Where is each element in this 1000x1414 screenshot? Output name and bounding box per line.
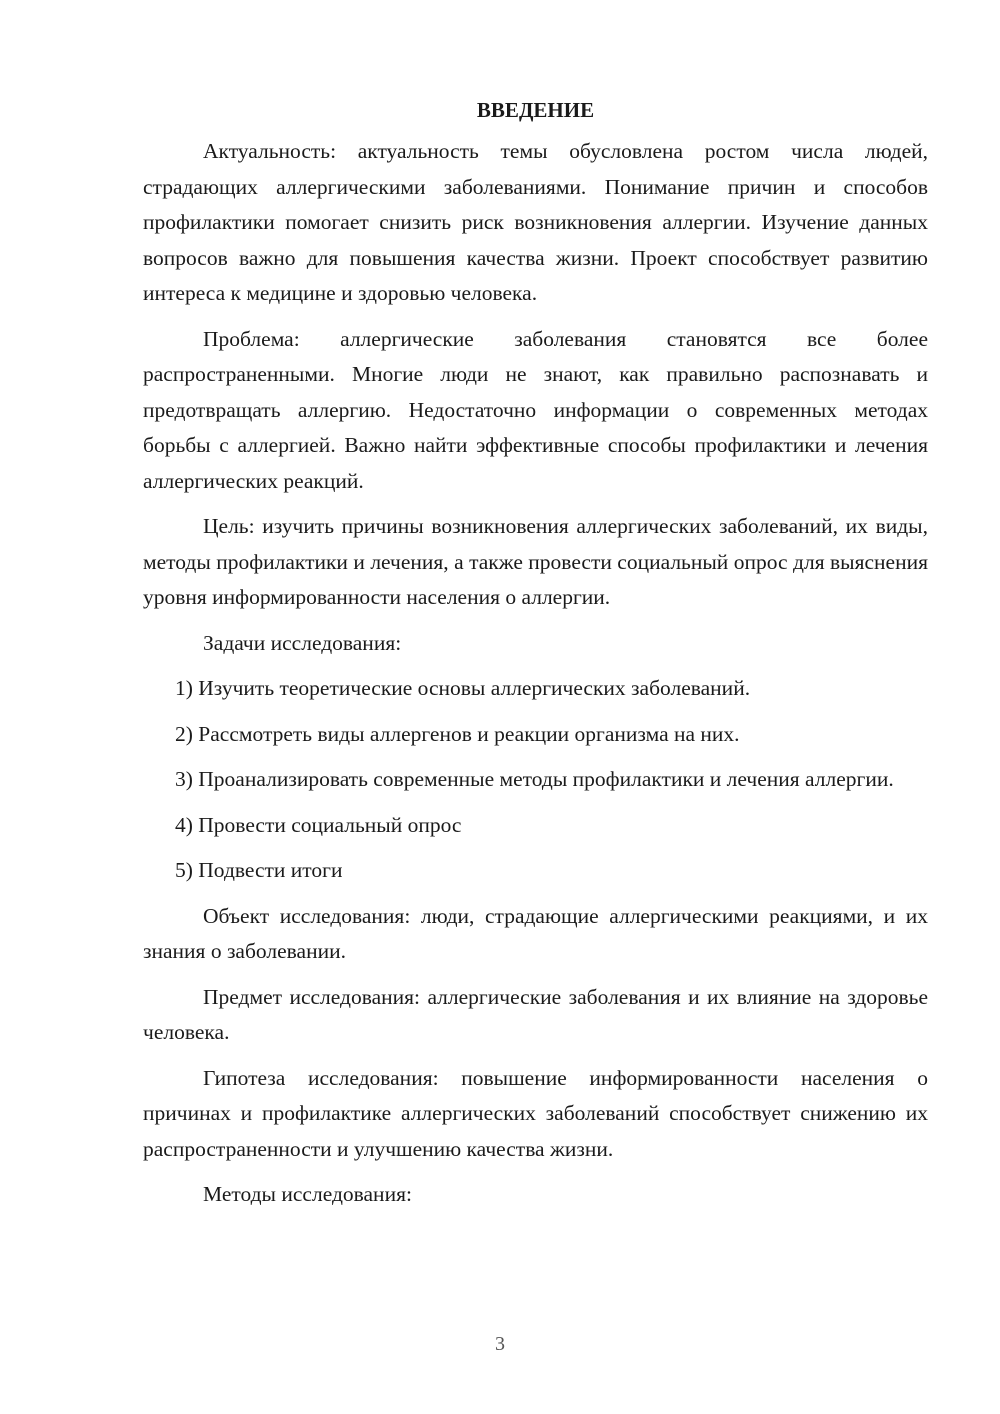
paragraph-tasks-heading: Задачи исследования: — [203, 630, 402, 655]
paragraph-subject: Предмет исследования: аллергические заболевания и их влияние на здоровье человека. — [143, 984, 928, 1044]
paragraph-object: Объект исследования: люди, страдающие аллергическими реакциями, и их знания о заболевании. — [143, 903, 928, 963]
paragraph-hypothesis: Гипотеза исследования: повышение информированности населения о причинах и профилактике аллергических заболеваний способствует снижению их распространенности и улучшению качества жизни. — [143, 1065, 928, 1161]
paragraph-problem: Проблема: аллергические заболевания становятся все более распространенными. Многие люди не знают, как правильно распознавать и предотвращать аллергию. Недостаточно информации о современных методах борьбы с аллергией. Важно найти эффективные способы профилактики и лечения аллергических реакций. — [143, 326, 928, 493]
paragraph-relevance: Актуальность: актуальность темы обусловлена ростом числа людей, страдающих аллергическими заболеваниями. Понимание причин и способов профилактики помогает снизить риск возникновения аллергии. Изучение данных вопросов важно для повышения качества жизни. Проект способствует развитию интереса к медицине и здоровью человека. — [143, 139, 928, 305]
task-item-1: 1) Изучить теоретические основы аллергических заболеваний. — [175, 676, 751, 700]
task-item-2: 2) Рассмотреть виды аллергенов и реакции организма на них. — [175, 721, 740, 746]
page-number: 3 — [495, 1333, 505, 1355]
task-item-3: 3) Проанализировать современные методы профилактики и лечения аллергии. — [175, 767, 894, 791]
page-title: ВВЕДЕНИЕ — [476, 98, 595, 122]
task-item-4: 4) Провести социальный опрос — [175, 812, 462, 837]
task-item-5: 5) Подвести итоги — [175, 858, 343, 882]
paragraph-methods: Методы исследования: — [203, 1182, 412, 1206]
paragraph-goal: Цель: изучить причины возникновения аллергических заболеваний, их виды, методы профилактики и лечения, а также провести социальный опрос для выяснения уровня информированности населения о аллергии. — [143, 514, 928, 609]
document-page — [143, 93, 928, 1223]
